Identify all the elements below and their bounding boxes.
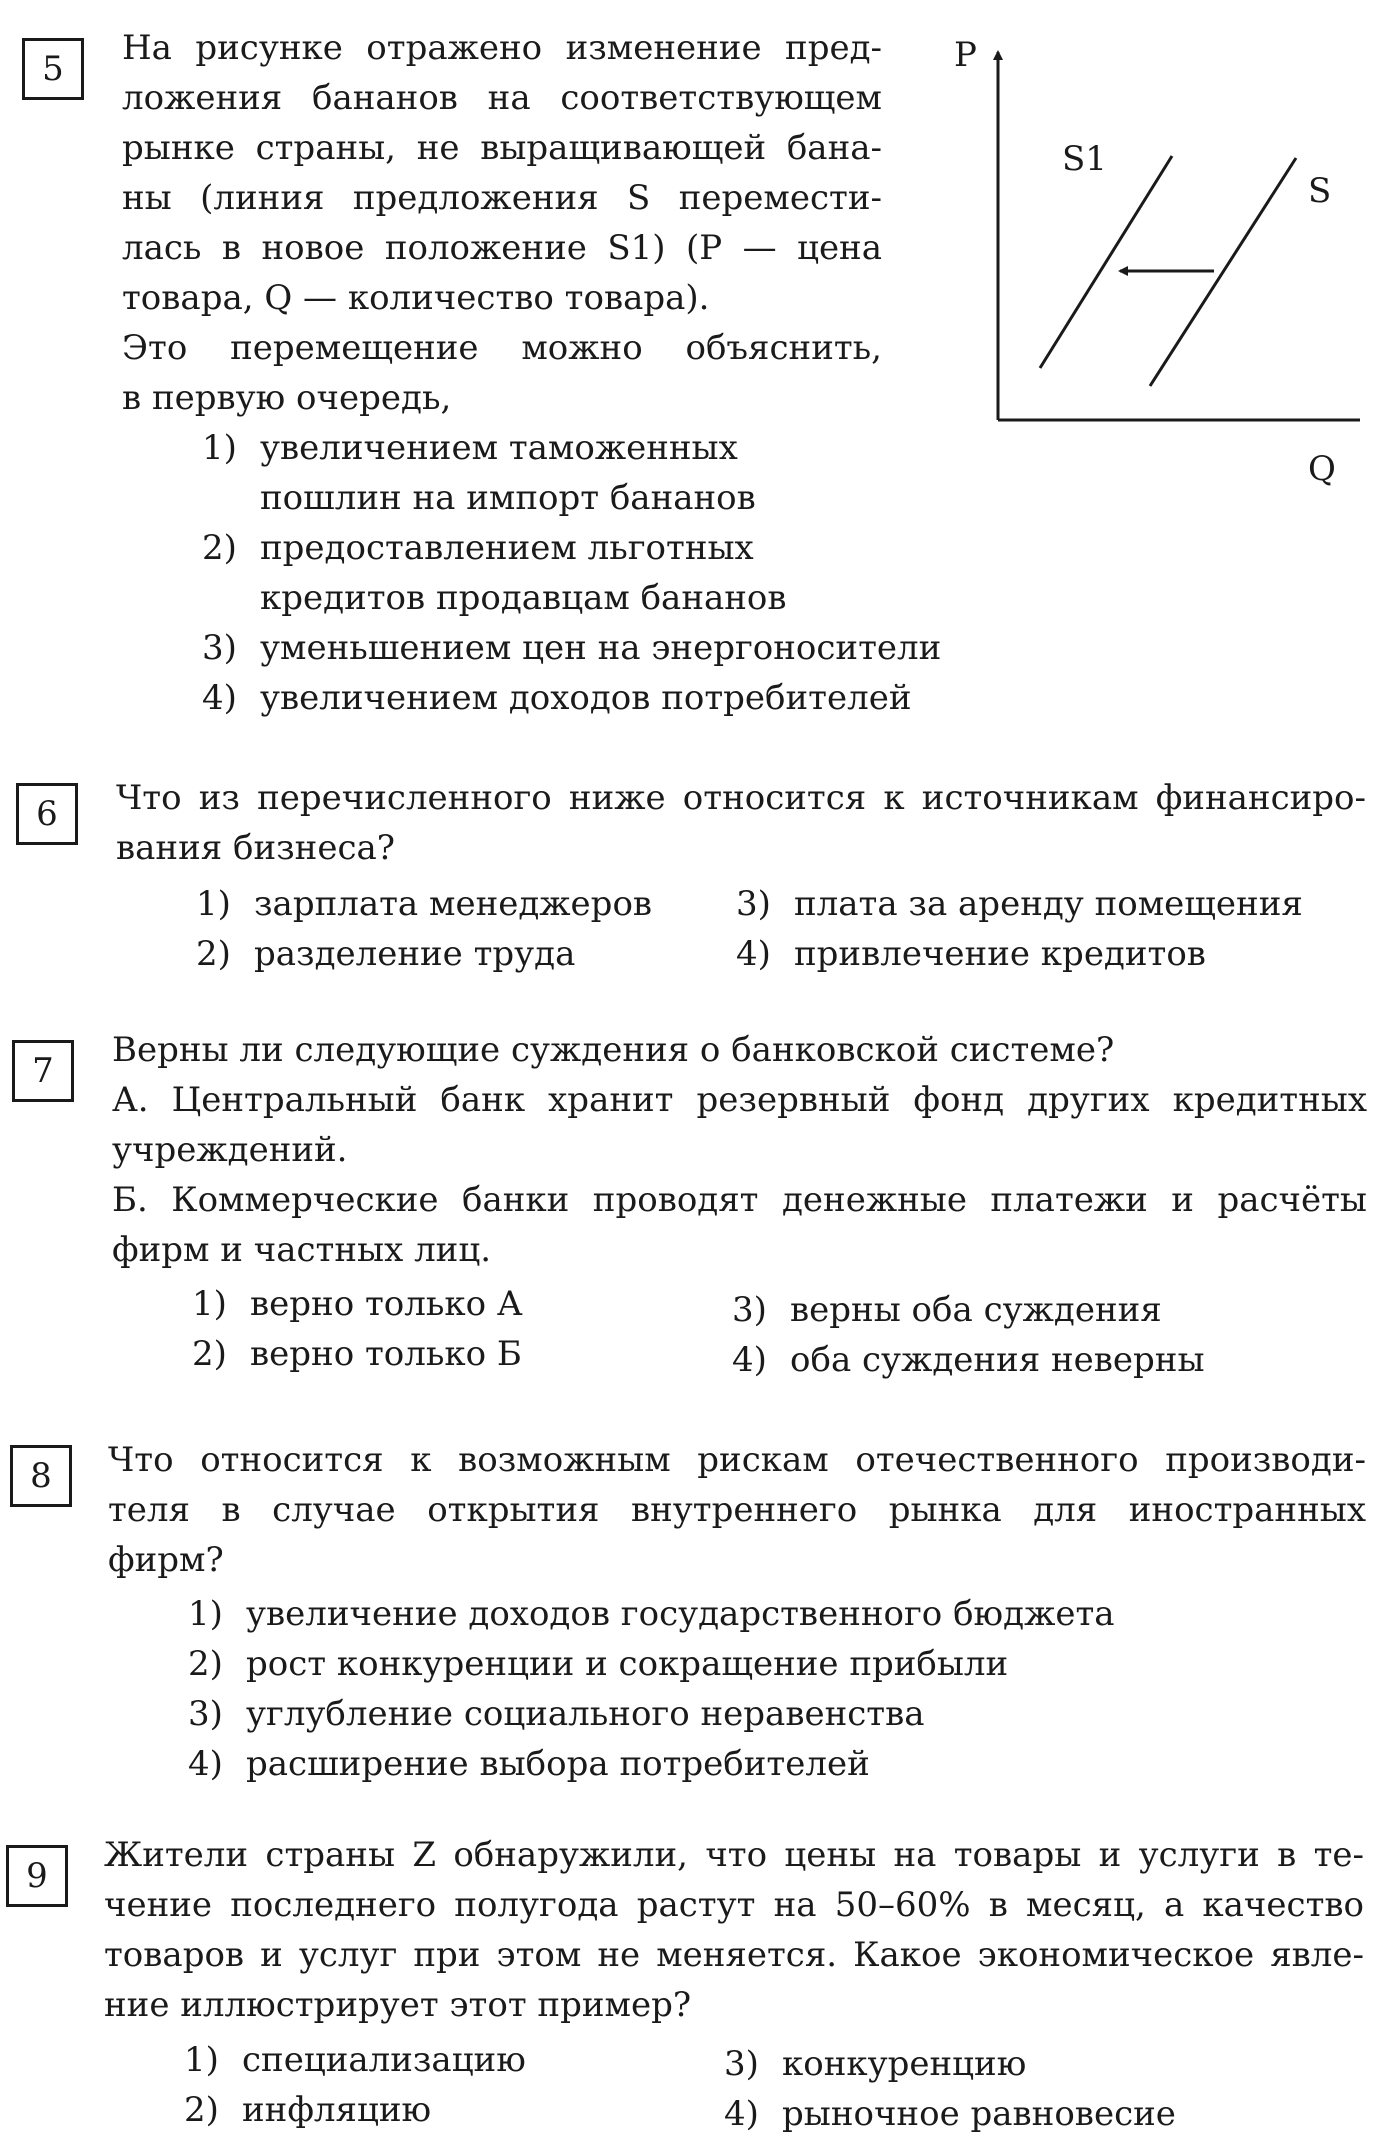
task-text-line: Что относится к возможным рискам отечественного производи-	[108, 1440, 1366, 1480]
answer-option-1[interactable]	[202, 428, 738, 468]
answer-option-2[interactable]	[196, 934, 575, 974]
option-number: 4)	[724, 2094, 759, 2134]
option-text: конкуренцию	[782, 2044, 1027, 2084]
task-text-line: Что из перечисленного ниже относится к источникам финансиро-	[116, 778, 1366, 818]
option-text: верно только А	[250, 1284, 523, 1324]
task-number-box	[16, 783, 78, 845]
option-number: 1)	[202, 428, 237, 468]
task-text-line: вания бизнеса?	[116, 828, 395, 868]
supply-line-s1	[1040, 156, 1172, 368]
option-text: рыночное равновесие	[782, 2094, 1176, 2134]
supply-line-s1-label: S1	[1062, 139, 1107, 179]
answer-option-3[interactable]	[736, 884, 1303, 924]
answer-option-2[interactable]	[202, 528, 754, 568]
option-number: 2)	[184, 2090, 219, 2130]
answer-option-2-continued: кредитов продавцам бананов	[260, 578, 787, 618]
option-text: увеличением таможенных	[260, 428, 738, 468]
task-number-box	[22, 38, 84, 100]
option-text: предоставлением льготных	[260, 528, 754, 568]
task-text-line: Верны ли следующие суждения о банковской системе?	[112, 1030, 1115, 1070]
option-number: 3)	[202, 628, 237, 668]
answer-option-2[interactable]	[184, 2090, 431, 2130]
option-text: рост конкуренции и сокращение прибыли	[246, 1644, 1009, 1684]
task-text-line: лась в новое положение S1) (P — цена	[122, 228, 882, 268]
option-number: 2)	[188, 1644, 223, 1684]
option-number: 3)	[732, 1290, 767, 1330]
option-text: углубление социального неравенства	[246, 1694, 925, 1734]
task-number: 7	[32, 1051, 54, 1091]
task-number: 5	[42, 49, 64, 89]
option-number: 1)	[196, 884, 231, 924]
option-text: расширение выбора потребителей	[246, 1744, 870, 1784]
task-text-line: фирм и частных лиц.	[112, 1230, 491, 1270]
option-text: увеличением доходов потребителей	[260, 678, 912, 718]
option-number: 2)	[196, 934, 231, 974]
task-text-line: На рисунке отражено изменение пред-	[122, 28, 882, 68]
option-text: верны оба суждения	[790, 1290, 1162, 1330]
task-number: 8	[30, 1456, 52, 1496]
answer-option-3[interactable]	[732, 1290, 1162, 1330]
task-text-line: рынке страны, не выращивающей бана-	[122, 128, 882, 168]
option-text: специализацию	[242, 2040, 526, 2080]
supply-shift-diagram	[940, 30, 1360, 510]
x-axis-label: Q	[1308, 449, 1336, 489]
task-text-line: Б. Коммерческие банки проводят денежные платежи и расчёты	[112, 1180, 1367, 1220]
answer-option-2[interactable]	[192, 1334, 522, 1374]
answer-option-3[interactable]	[188, 1694, 925, 1734]
task-text-line: Жители страны Z обнаружили, что цены на товары и услуги в те-	[104, 1835, 1364, 1875]
task-number: 6	[36, 794, 58, 834]
task-number-box	[10, 1445, 72, 1507]
task-text-line: А. Центральный банк хранит резервный фонд других кредитных	[112, 1080, 1367, 1120]
answer-option-4[interactable]	[724, 2094, 1176, 2134]
answer-option-1[interactable]	[196, 884, 652, 924]
option-text: инфляцию	[242, 2090, 432, 2130]
task-text-line: ложения бананов на соответствующем	[122, 78, 882, 118]
option-text: разделение труда	[254, 934, 576, 974]
answer-option-1[interactable]	[192, 1284, 523, 1324]
task-text-line: ны (линия предложения S перемести-	[122, 178, 882, 218]
option-text: уменьшением цен на энергоносители	[260, 628, 942, 668]
option-number: 1)	[192, 1284, 227, 1324]
option-number: 4)	[188, 1744, 223, 1784]
task-text-line: Это перемещение можно объяснить,	[122, 328, 882, 368]
option-number: 4)	[202, 678, 237, 718]
task-text-line: ние иллюстрирует этот пример?	[104, 1985, 692, 2025]
supply-line-s-label: S	[1308, 171, 1332, 211]
task-text-line: фирм?	[108, 1540, 224, 1580]
option-number: 1)	[188, 1594, 223, 1634]
task-text-line: в первую очередь,	[122, 378, 452, 418]
task-text-line: товара, Q — количество товара).	[122, 278, 710, 318]
answer-option-3[interactable]	[724, 2044, 1026, 2084]
task-number: 9	[26, 1856, 48, 1896]
answer-option-1[interactable]	[184, 2040, 526, 2080]
option-number: 4)	[736, 934, 771, 974]
option-number: 4)	[732, 1340, 767, 1380]
task-text-line: учреждений.	[112, 1130, 348, 1170]
task-text-line: теля в случае открытия внутреннего рынка для иностранных	[108, 1490, 1366, 1530]
y-axis-label: P	[954, 35, 977, 75]
answer-option-4[interactable]	[202, 678, 912, 718]
option-text: увеличение доходов государственного бюджета	[246, 1594, 1115, 1634]
option-number: 1)	[184, 2040, 219, 2080]
option-number: 3)	[736, 884, 771, 924]
answer-option-3[interactable]	[202, 628, 941, 668]
answer-option-4[interactable]	[188, 1744, 870, 1784]
option-text: зарплата менеджеров	[254, 884, 653, 924]
option-number: 3)	[188, 1694, 223, 1734]
option-text: оба суждения неверны	[790, 1340, 1205, 1380]
task-text-line: чение последнего полугода растут на 50–60% в месяц, а качество	[104, 1885, 1364, 1925]
option-number: 2)	[192, 1334, 227, 1374]
option-text: верно только Б	[250, 1334, 522, 1374]
task-number-box	[6, 1845, 68, 1907]
answer-option-4[interactable]	[732, 1340, 1205, 1380]
answer-option-2[interactable]	[188, 1644, 1008, 1684]
option-text: плата за аренду помещения	[794, 884, 1303, 924]
task-text-line: товаров и услуг при этом не меняется. Какое экономическое явле-	[104, 1935, 1364, 1975]
task-number-box	[12, 1040, 74, 1102]
answer-option-1-continued: пошлин на импорт бананов	[260, 478, 756, 518]
option-text: привлечение кредитов	[794, 934, 1206, 974]
answer-option-1[interactable]	[188, 1594, 1115, 1634]
option-number: 3)	[724, 2044, 759, 2084]
answer-option-4[interactable]	[736, 934, 1206, 974]
option-number: 2)	[202, 528, 237, 568]
